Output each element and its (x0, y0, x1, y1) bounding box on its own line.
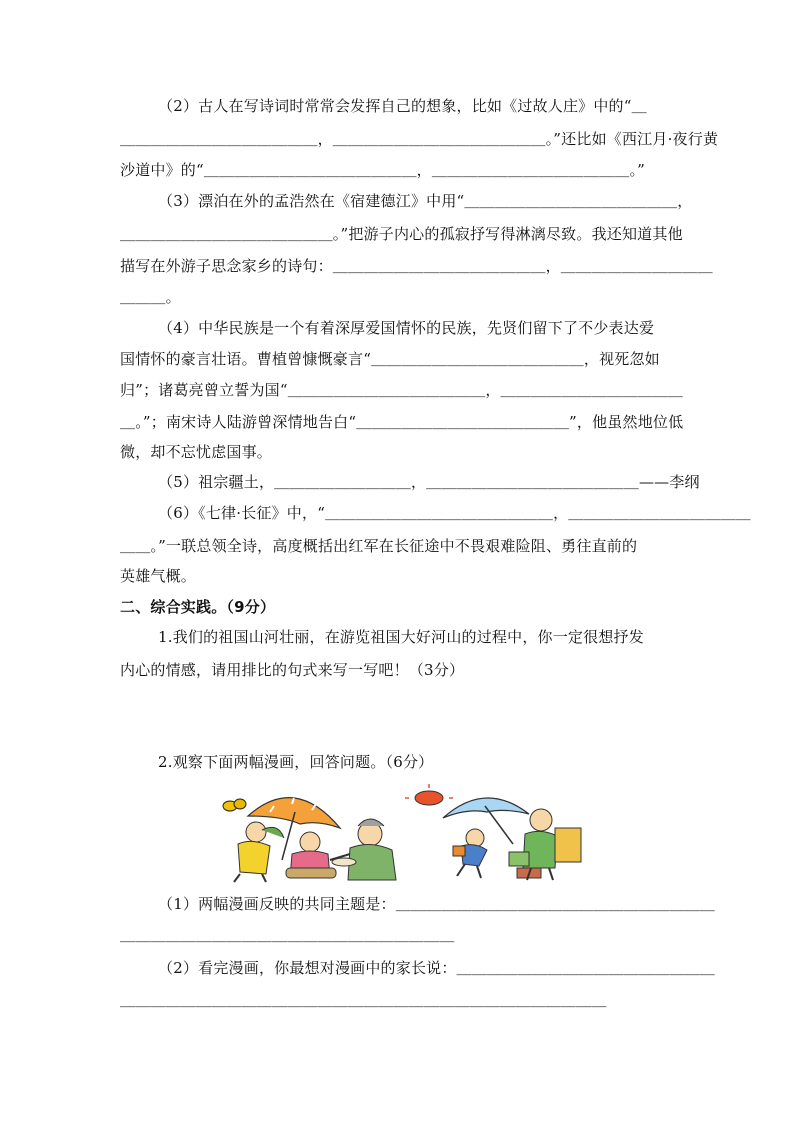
q4-line5: 微，却不忘忧虑国事。 (120, 443, 273, 461)
q4-line1: （4）中华民族是一个有着深厚爱国情怀的民族，先贤们留下了不少表达爱 (158, 319, 655, 337)
q4-line3: 归”；诸葛亮曾立誓为国“＿＿＿＿＿＿＿＿＿＿＿＿＿，＿＿＿＿＿＿＿＿＿＿＿＿ (120, 381, 683, 399)
q3-line3: 描写在外游子思念家乡的诗句：＿＿＿＿＿＿＿＿＿＿＿＿＿＿，＿＿＿＿＿＿＿＿＿＿ (120, 257, 713, 275)
answer2-line1: （2）看完漫画，你最想对漫画中的家长说：＿＿＿＿＿＿＿＿＿＿＿＿＿＿＿＿＿ (158, 959, 715, 977)
parent-carrying-umbrella-cartoon (405, 784, 590, 882)
q6-line3: 英雄气概。 (120, 567, 197, 585)
answer2-line2: ＿＿＿＿＿＿＿＿＿＿＿＿＿＿＿＿＿＿＿＿＿＿＿＿＿＿＿＿＿＿＿＿ (120, 991, 607, 1009)
practice1-line2: 内心的情感，请用排比的句式来写一写吧！（3分） (120, 661, 465, 679)
q4-line4: ＿。”；南宋诗人陆游曾深情地告白“＿＿＿＿＿＿＿＿＿＿＿＿＿＿”，他虽然地位低 (120, 413, 684, 431)
q2-line3: 沙道中》的“＿＿＿＿＿＿＿＿＿＿＿＿＿＿，＿＿＿＿＿＿＿＿＿＿＿＿＿。” (120, 161, 646, 179)
q6-line1: （6）《七律·长征》中，“＿＿＿＿＿＿＿＿＿＿＿＿＿＿＿，＿＿＿＿＿＿＿＿＿＿＿＿ (158, 504, 751, 522)
answer1-line1: （1）两幅漫画反映的共同主题是：＿＿＿＿＿＿＿＿＿＿＿＿＿＿＿＿＿＿＿＿＿ (158, 895, 715, 913)
q4-line2: 国情怀的豪言壮语。曹植曾慷慨豪言“＿＿＿＿＿＿＿＿＿＿＿＿＿＿，视死忽如 (120, 350, 660, 368)
q2-line1: （2）古人在写诗词时常常会发挥自己的想象，比如《过故人庄》中的“＿ (158, 97, 647, 115)
practice1-line1: 1.我们的祖国山河壮丽，在游览祖国大好河山的过程中，你一定很想抒发 (158, 628, 644, 646)
q5-line1: （5）祖宗疆土，＿＿＿＿＿＿＿＿＿，＿＿＿＿＿＿＿＿＿＿＿＿＿＿——李纲 (158, 473, 700, 491)
q3-line2: ＿＿＿＿＿＿＿＿＿＿＿＿＿＿。”把游子内心的孤寂抒写得淋漓尽致。我还知道其他 (120, 225, 683, 243)
sun-icon (405, 784, 453, 805)
practice2-prompt: 2.观察下面两幅漫画，回答问题。（6分） (158, 753, 434, 771)
butterfly-icon (223, 799, 246, 811)
q3-line4: ＿＿＿。 (120, 288, 181, 306)
umbrella-family-cartoon (200, 782, 415, 884)
section2-heading: 二、综合实践。（9分） (120, 598, 276, 616)
q6-line2: ＿＿。”一联总领全诗，高度概括出红军在长征途中不畏艰难险阻、勇往直前的 (120, 537, 638, 555)
q2-line2: ＿＿＿＿＿＿＿＿＿＿＿＿＿，＿＿＿＿＿＿＿＿＿＿＿＿＿＿。”还比如《西江月·夜行黄 (120, 130, 719, 148)
answer1-line2: ＿＿＿＿＿＿＿＿＿＿＿＿＿＿＿＿＿＿＿＿＿＿ (120, 926, 455, 944)
q3-line1: （3）漂泊在外的孟浩然在《宿建德江》中用“＿＿＿＿＿＿＿＿＿＿＿＿＿＿， (158, 192, 693, 210)
